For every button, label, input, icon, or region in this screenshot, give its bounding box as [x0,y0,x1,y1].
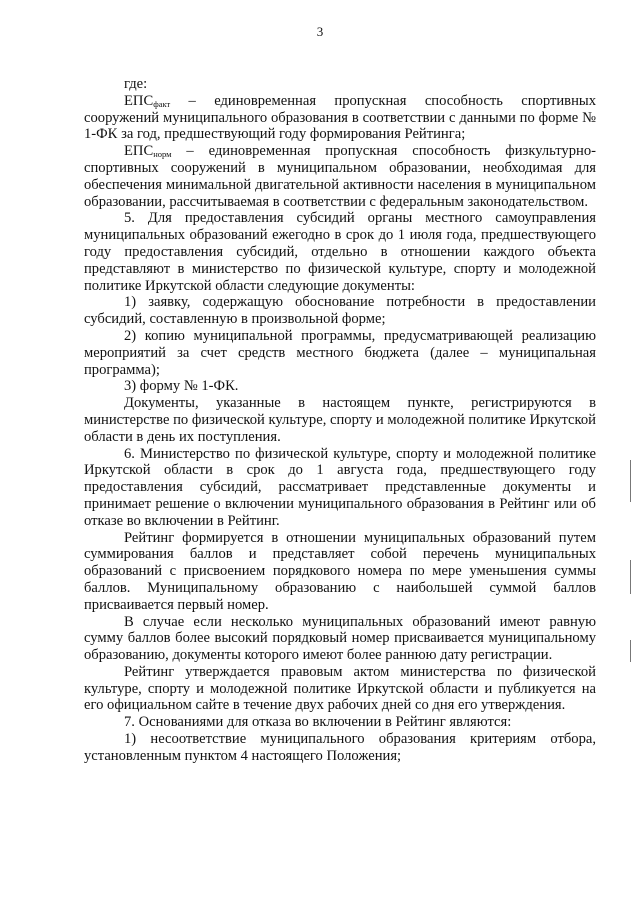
where-label: где: [124,76,148,92]
paragraph-6-equal-score: В случае если несколько муниципальных образований имеют равную сумму баллов более высокий порядковый номер присваивается муниципальному образованию, документы которого имеют более раннюю дату регистрации. [84,613,596,664]
page-number: 3 [316,24,324,39]
paragraph-5-documents: Документы, указанные в настоящем пункте, регистрируются в министерстве по физической культуре, спорту и молодежной политике Иркутской области в день их поступления. [84,395,596,445]
paragraph-6-rating: Рейтинг формируется в отношении муниципальных образований путем суммирования баллов и представляет собой перечень муниципальных образований с присвоением порядкового номера по мере уменьшения суммы баллов. Муниципальному образованию с наибольшей суммой баллов присваивается первый номер. [84,529,596,613]
scan-edge-mark [630,460,631,502]
eps-fact-definition: $ЕПС_{факт}$ – единовременная пропускная способность спортивных сооружений муниципального образования в соответствии с данными по форме № 1-ФК за год, предшествующий году формирования Рейтинга; [84,92,596,143]
scan-edge-mark [630,560,631,594]
paragraph-6-approval: Рейтинг утверждается правовым актом министерства по физической культуре, спорту и молодежной политике Иркутской области и публикуется на его официальном сайте в течение двух рабочих дней со дня его утверждения. [84,663,596,714]
paragraph-5-item-2: 2) копию муниципальной программы, предусматривающей реализацию мероприятий за счет средств местного бюджета (далее – муниципальная программа); [84,327,596,378]
paragraph-6: 6. Министерство по физической культуре, спорту и молодежной политике Иркутской области в срок до 1 августа года, предшествующего году предоставления субсидий, рассматривает представленные документы и принимает решение о включении муниципального образования в Рейтинг или об отказе во включении в Рейтинг. [84,445,596,529]
paragraph-5-item-3: 3) форму № 1-ФК. [124,378,239,395]
paragraph-5: 5. Для предоставления субсидий органы местного самоуправления муниципальных образований ежегодно в срок до 1 июля года, предшествующего году предоставления субсидий, отдельно в отношении каждого объекта представляют в министерство по физической культуре, спорту и молодежной политике Иркутской области следующие документы: [84,210,596,294]
eps-norm-term: $ЕПС_{норм}$ [124,143,172,160]
paragraph-5-item-1: 1) заявку, содержащую обоснование потребности в предоставлении субсидий, составленную в произвольной форме; [84,294,596,328]
paragraph-7: 7. Основаниями для отказа во включении в Рейтинг являются: [124,714,512,731]
eps-fact-term: $ЕПС_{факт}$ [124,92,171,109]
paragraph-7-item-1: 1) несоответствие муниципального образования критериям отбора, установленным пунктом 4 настоящего Положения; [84,731,596,764]
document-body [84,76,596,765]
scan-edge-mark [630,640,631,662]
eps-norm-definition: $ЕПС_{норм}$ – единовременная пропускная способность физкультурно-спортивных сооружений в муниципальном образовании, необходимая для обеспечения минимальной двигательной активности населения в муниципальном образовании, рассчитываемая в соответствии с федеральным законодательством. [84,143,596,210]
